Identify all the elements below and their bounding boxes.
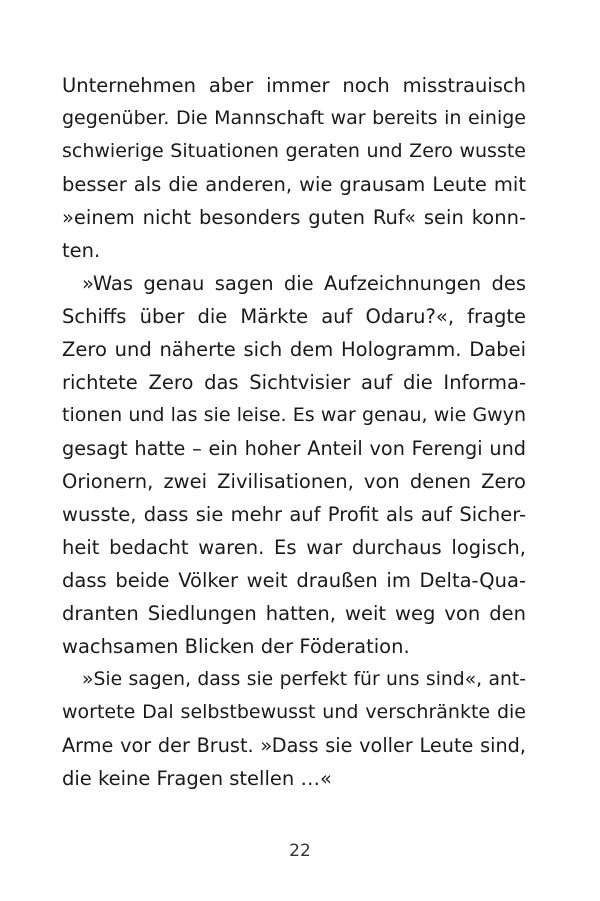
text-line: »Was genau sagen die Aufzeichnungen des xyxy=(82,272,526,295)
text-line: ten. xyxy=(62,239,101,262)
text-line: dranten Siedlungen hatten, weit weg von den xyxy=(62,602,526,625)
text-line: die keine Fragen stellen …« xyxy=(62,767,332,790)
text-line: wortete Dal selbstbewusst und verschränkte die xyxy=(62,701,526,723)
text-line: Zero und näherte sich dem Hologramm. Dabei xyxy=(62,338,526,361)
page-number: 22 xyxy=(289,841,311,861)
text-line: gesagt hatte – ein hoher Anteil von Ferengi und xyxy=(62,437,526,460)
text-line: richtete Zero das Sichtvisier auf die Informa- xyxy=(62,371,526,394)
text-line: Arme vor der Brust. »Dass sie voller Leute sind, xyxy=(62,734,526,757)
text-line: heit bedacht waren. Es war durchaus logisch, xyxy=(62,536,526,559)
text-line: dass beide Völker weit draußen im Delta-Qua- xyxy=(62,569,526,592)
text-line: besser als die anderen, wie grausam Leute mit xyxy=(62,173,526,196)
text-line: »einem nicht besonders guten Ruf« sein konn- xyxy=(62,206,526,229)
text-line: tionen und las sie leise. Es war genau, wie Gwyn xyxy=(62,404,526,426)
body-text xyxy=(62,69,526,795)
text-line: Orionern, zwei Zivilisationen, von denen Zero xyxy=(62,470,526,493)
text-line: wachsamen Blicken der Föderation. xyxy=(62,635,410,658)
text-line: schwierige Situationen geraten und Zero wusste xyxy=(62,140,526,162)
text-line: Schiffs über die Märkte auf Odaru?«, fragte xyxy=(62,305,526,328)
text-line: wusste, dass sie mehr auf Profit als auf Sicher- xyxy=(62,503,526,526)
text-line: gegenüber. Die Mannschaft war bereits in einige xyxy=(62,107,526,129)
text-line: Unternehmen aber immer noch misstrauisch xyxy=(62,74,526,97)
text-line: »Sie sagen, dass sie perfekt für uns sind«, ant- xyxy=(82,669,526,690)
